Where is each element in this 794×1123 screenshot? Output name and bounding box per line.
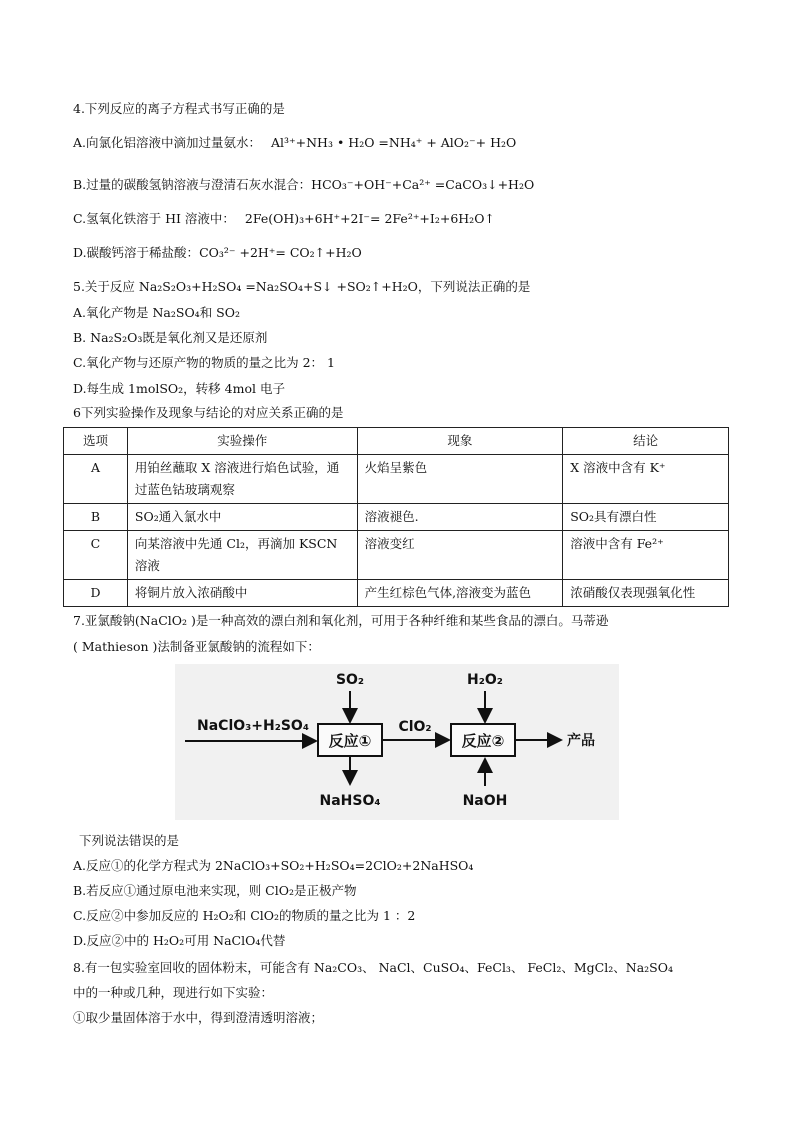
table-cell-conclusion: SO₂具有漂白性 bbox=[563, 504, 729, 531]
table-header-conclusion: 结论 bbox=[563, 428, 729, 455]
table-cell-conclusion: 溶液中含有 Fe²⁺ bbox=[563, 531, 729, 580]
q4-option-b bbox=[73, 176, 534, 194]
q7-option-d: D.反应②中的 H₂O₂可用 NaClO₄代替 bbox=[73, 933, 286, 948]
table-header-phenomenon: 现象 bbox=[357, 428, 563, 455]
q5-option-b: B. Na₂S₂O₃既是氧化剂又是还原剂 bbox=[73, 330, 268, 345]
table-row bbox=[64, 580, 729, 607]
table-header-row bbox=[64, 428, 729, 455]
table-cell-option: D bbox=[64, 580, 128, 607]
table-row bbox=[64, 504, 729, 531]
q7-option-a: A.反应①的化学方程式为 2NaClO₃+SO₂+H₂SO₄=2ClO₂+2NaHSO₄ bbox=[73, 858, 474, 873]
flow-box-reaction2-label: 反应② bbox=[461, 732, 505, 750]
table-cell-option: B bbox=[64, 504, 128, 531]
q8-stem-line1: 8.有一包实验室回收的固体粉末，可能含有 Na₂CO₃、 NaCl、CuSO₄、FeCl₃、 FeCl₂、MgCl₂、Na₂SO₄ bbox=[73, 960, 673, 975]
table-cell-phenomenon: 溶液变红 bbox=[357, 531, 563, 580]
q4-stem: 4.下列反应的离子方程式书写正确的是 bbox=[73, 101, 285, 116]
q4-option-d-label: D.碳酸钙溶于稀盐酸： bbox=[73, 245, 200, 260]
q8-step1: ①取少量固体溶于水中，得到澄清透明溶液； bbox=[73, 1010, 324, 1025]
flow-bottom2-label: NaOH bbox=[462, 793, 508, 809]
q4-option-d bbox=[73, 244, 362, 262]
q4-option-c-label: C.氢氧化铁溶于 HI 溶液中： bbox=[73, 211, 235, 226]
q4-option-c bbox=[73, 210, 495, 228]
q4-option-a-equation: Al³⁺+NH₃ • H₂O =NH₄⁺ + AlO₂⁻+ H₂O bbox=[271, 135, 517, 150]
table-cell-operation: SO₂通入氯水中 bbox=[127, 504, 357, 531]
q4-option-a bbox=[73, 134, 516, 152]
q4-option-b-equation: HCO₃⁻+OH⁻+Ca²⁺ =CaCO₃↓+H₂O bbox=[311, 177, 535, 192]
table-cell-option: C bbox=[64, 531, 128, 580]
flow-diagram-svg bbox=[175, 664, 619, 820]
q7-option-b: B.若反应①通过原电池来实现，则 ClO₂是正极产物 bbox=[73, 883, 357, 898]
table-row bbox=[64, 455, 729, 504]
q7-flow-diagram bbox=[175, 664, 619, 820]
q4-option-d-equation: CO₃²⁻ +2H⁺= CO₂↑+H₂O bbox=[199, 245, 362, 260]
table-cell-option: A bbox=[64, 455, 128, 504]
q5-option-d: D.每生成 1molSO₂，转移 4mol 电子 bbox=[73, 381, 285, 396]
q4-option-b-label: B.过量的碳酸氢钠溶液与澄清石灰水混合： bbox=[73, 177, 312, 192]
q5-option-c: C.氧化产物与还原产物的物质的量之比为 2： 1 bbox=[73, 355, 335, 370]
table-cell-operation: 用铂丝蘸取 X 溶液进行焰色试验，通过蓝色钴玻璃观察 bbox=[127, 455, 357, 504]
flow-output-label: 产品 bbox=[567, 733, 595, 749]
q5-option-a: A.氧化产物是 Na₂SO₄和 SO₂ bbox=[73, 305, 240, 320]
table-cell-conclusion: 浓硝酸仅表现强氧化性 bbox=[563, 580, 729, 607]
q4-option-c-equation: 2Fe(OH)₃+6H⁺+2I⁻= 2Fe²⁺+I₂+6H₂O↑ bbox=[244, 211, 495, 226]
q6-table bbox=[63, 427, 729, 607]
q7-stem-line1: 7.亚氯酸钠(NaClO₂ )是一种高效的漂白剂和氧化剂，可用于各种纤维和某些食品的漂白。马蒂逊 bbox=[73, 613, 609, 628]
q7-option-c: C.反应②中参加反应的 H₂O₂和 ClO₂的物质的量之比为 1 ：2 bbox=[73, 908, 416, 923]
q7-stem-line2: ( Mathieson )法制备亚氯酸钠的流程如下： bbox=[73, 639, 320, 654]
table-cell-conclusion: X 溶液中含有 K⁺ bbox=[563, 455, 729, 504]
table-row bbox=[64, 531, 729, 580]
q4-option-a-label: A.向氯化铝溶液中滴加过量氨水： bbox=[73, 135, 262, 150]
table-header-operation: 实验操作 bbox=[127, 428, 357, 455]
flow-input-label: NaClO₃+H₂SO₄ bbox=[197, 718, 309, 734]
flow-top1-label: SO₂ bbox=[335, 672, 365, 688]
table-cell-operation: 将铜片放入浓硝酸中 bbox=[127, 580, 357, 607]
flow-mid-label: ClO₂ bbox=[398, 719, 432, 735]
q7-sub-stem: 下列说法错误的是 bbox=[79, 833, 180, 848]
q8-stem-line2: 中的一种或几种，现进行如下实验： bbox=[73, 985, 274, 1000]
q6-stem: 6下列实验操作及现象与结论的对应关系正确的是 bbox=[73, 405, 344, 420]
table-cell-phenomenon: 产生红棕色气体,溶液变为蓝色 bbox=[357, 580, 563, 607]
table-cell-phenomenon: 溶液褪色. bbox=[357, 504, 563, 531]
q5-stem: 5.关于反应 Na₂S₂O₃+H₂SO₄ =Na₂SO₄+S↓ +SO₂↑+H₂O，下列说法正确的是 bbox=[73, 279, 531, 294]
table-cell-operation: 向某溶液中先通 Cl₂，再滴加 KSCN 溶液 bbox=[127, 531, 357, 580]
flow-bottom1-label: NaHSO₄ bbox=[319, 793, 381, 809]
flow-top2-label: H₂O₂ bbox=[467, 672, 503, 688]
flow-box-reaction1-label: 反应① bbox=[328, 732, 372, 750]
table-header-option: 选项 bbox=[64, 428, 128, 455]
table-cell-phenomenon: 火焰呈紫色 bbox=[357, 455, 563, 504]
